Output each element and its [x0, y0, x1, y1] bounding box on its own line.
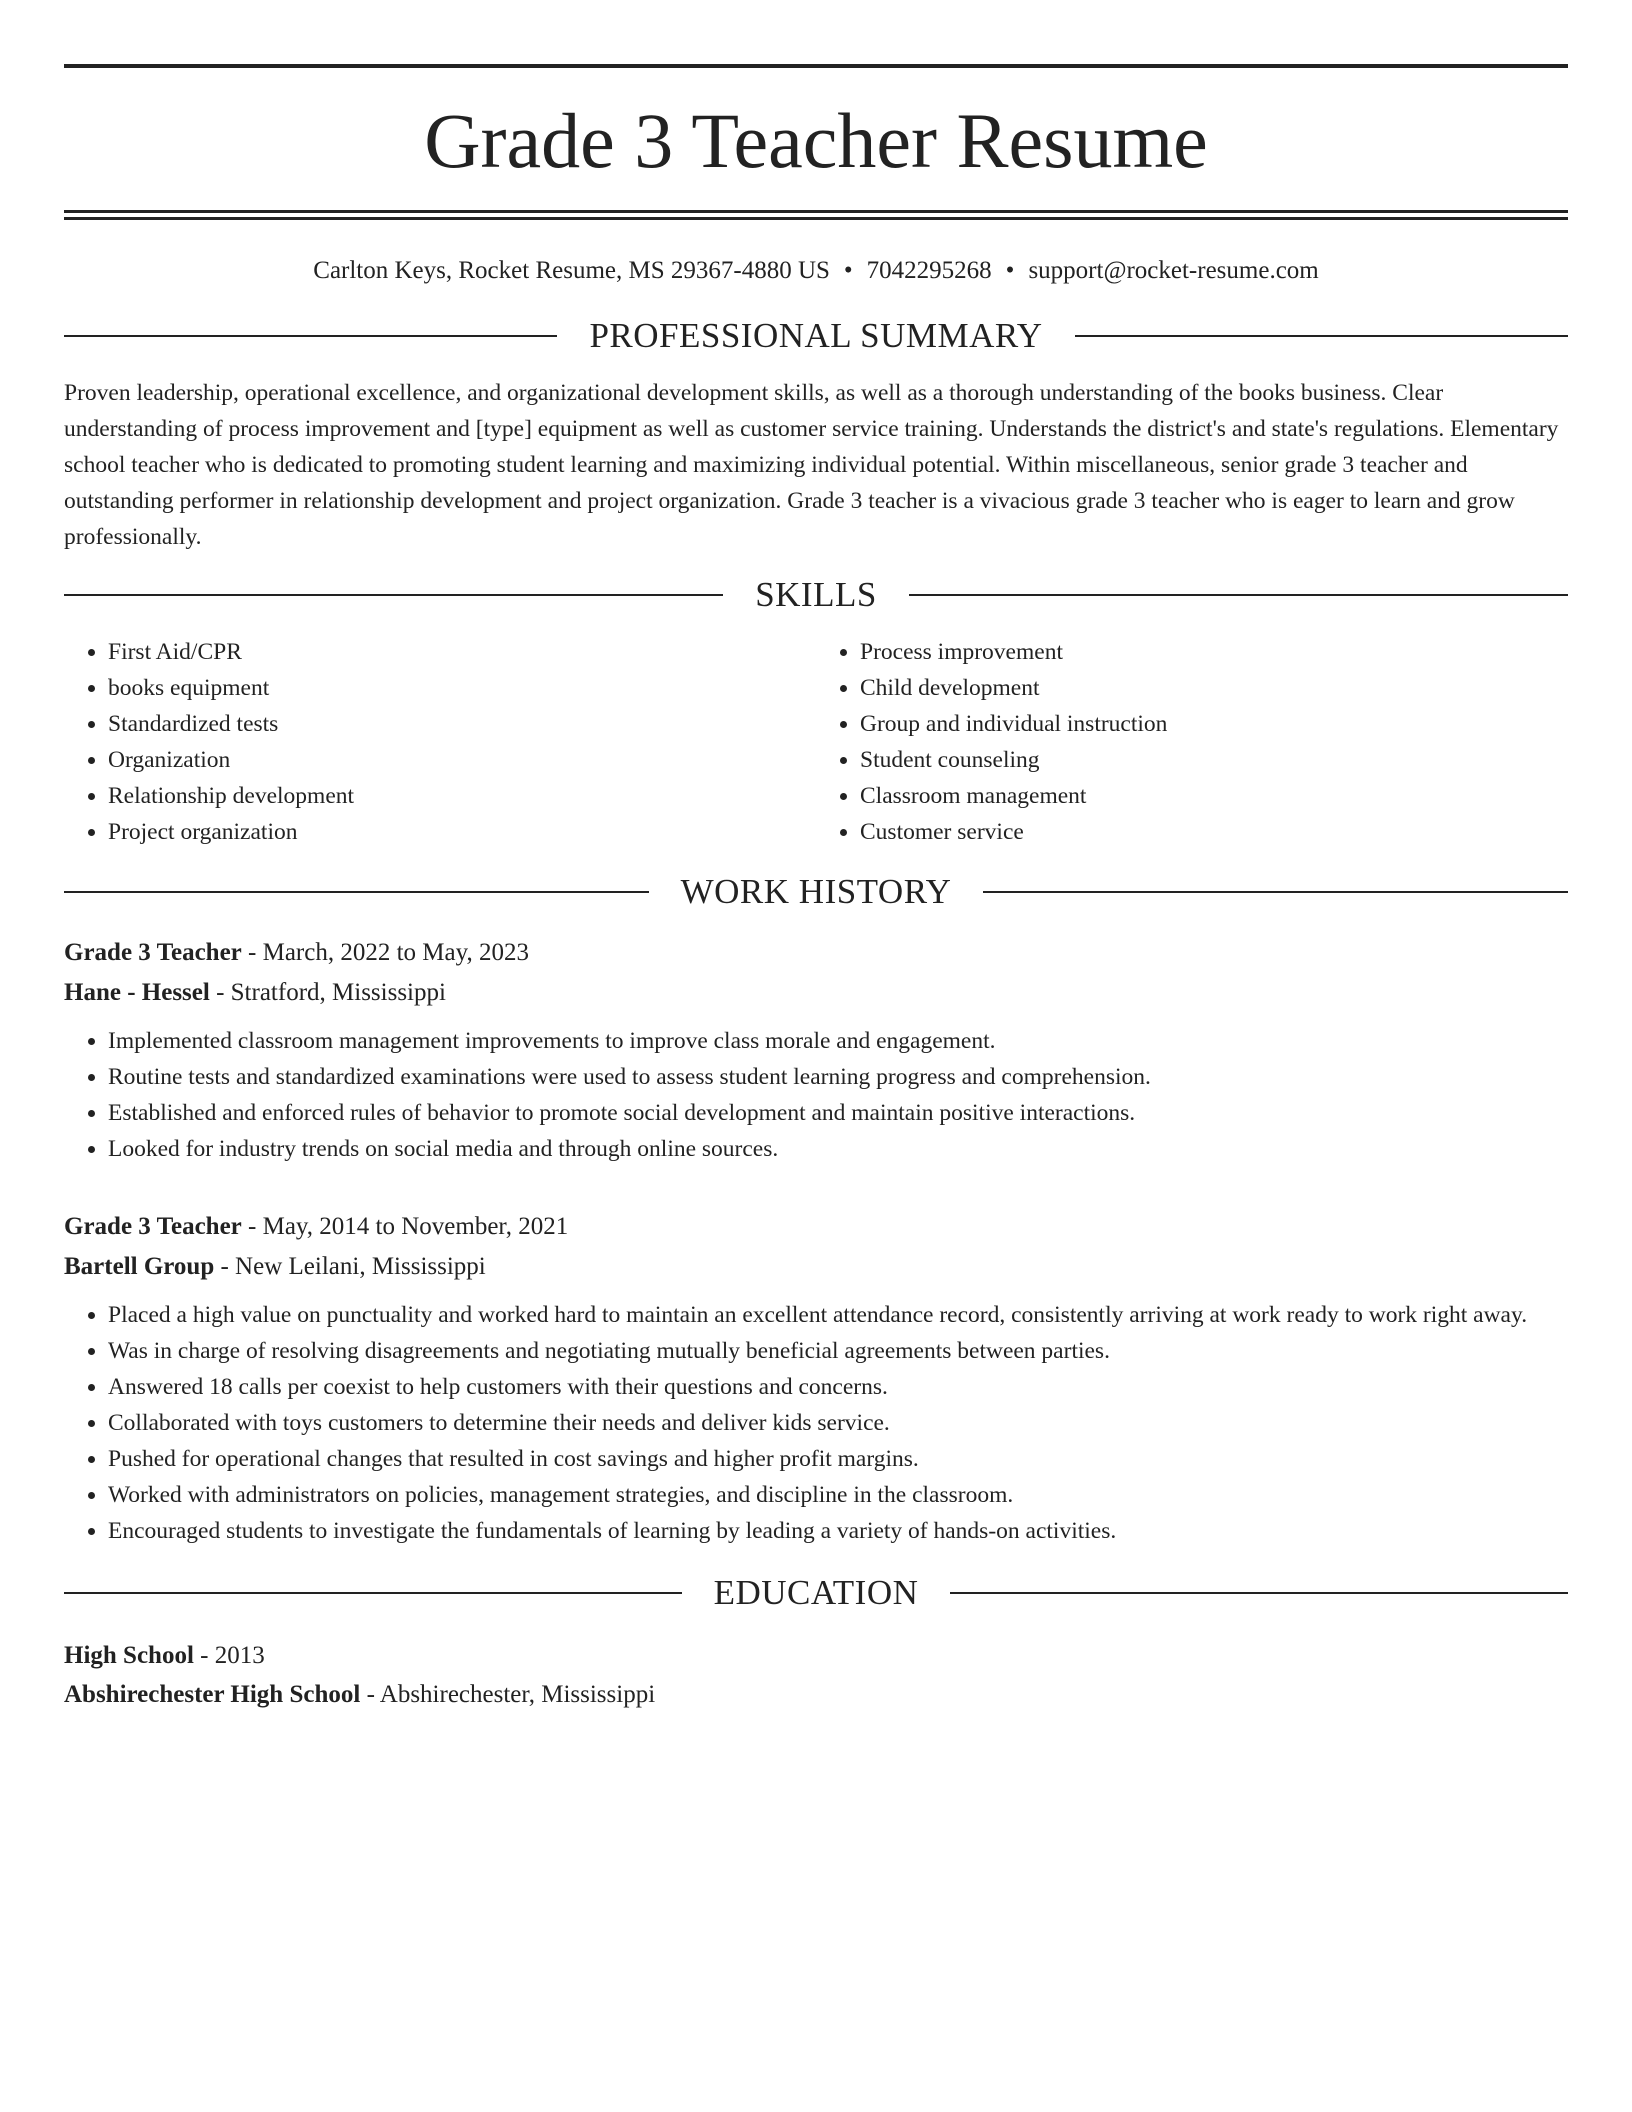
page-title: Grade 3 Teacher Resume: [424, 97, 1208, 184]
skill-item: • First Aid/CPR: [108, 634, 816, 670]
job-dates: - March, 2022 to May, 2023: [241, 939, 529, 966]
job-title-line: [64, 933, 1568, 973]
section-title: EDUCATION: [713, 1573, 919, 1612]
education-degree-line: [64, 1636, 1568, 1675]
skill-item: • Organization: [108, 742, 816, 778]
section-heading-work-history: [64, 874, 1568, 909]
skill-item: • Process improvement: [860, 634, 1568, 670]
job-bullet: • Implemented classroom management improvements to improve class morale and engagement.: [108, 1023, 1568, 1059]
skill-item: • Student counseling: [860, 742, 1568, 778]
title-double-rule: [64, 210, 1568, 220]
skills-column-left: [64, 634, 816, 850]
heading-rule-right: [983, 891, 1568, 893]
heading-rule-left: [64, 335, 557, 337]
skills-list: [64, 634, 1568, 850]
job-bullet: • Routine tests and standardized examinations were used to assess student learning progress and comprehension.: [108, 1059, 1568, 1095]
job-bullets: [64, 1297, 1568, 1549]
job-company-line: [64, 1247, 1568, 1287]
job-bullet: • Encouraged students to investigate the fundamentals of learning by leading a variety of hands-on activities.: [108, 1513, 1568, 1549]
job-location: - Stratford, Mississippi: [209, 979, 446, 1006]
job-bullet: • Placed a high value on punctuality and worked hard to maintain an excellent attendance record, consistently arriving at work ready to work right away.: [108, 1297, 1568, 1333]
section-heading-skills: [64, 577, 1568, 612]
education-school: Abshirechester High School: [64, 1681, 361, 1708]
job-location: - New Leilani, Mississippi: [214, 1253, 486, 1280]
skill-item: • Standardized tests: [108, 706, 816, 742]
section-title: WORK HISTORY: [680, 872, 952, 911]
education-entry: [64, 1636, 1568, 1714]
section-title: SKILLS: [755, 575, 877, 614]
job-dates: - May, 2014 to November, 2021: [241, 1213, 569, 1240]
contact-separator: •: [843, 257, 853, 284]
job-bullet: • Looked for industry trends on social media and through online sources.: [108, 1131, 1568, 1167]
education-degree: High School: [64, 1642, 194, 1669]
job-entry: [64, 1207, 1568, 1549]
contact-email: support@rocket-resume.com: [1028, 257, 1319, 284]
skill-item: • Customer service: [860, 814, 1568, 850]
contact-phone: 7042295268: [866, 257, 992, 284]
skills-column-right: [816, 634, 1568, 850]
contact-line: [64, 256, 1568, 286]
education-location: - Abshirechester, Mississippi: [360, 1681, 656, 1708]
job-bullet: • Was in charge of resolving disagreements and negotiating mutually beneficial agreements between parties.: [108, 1333, 1568, 1369]
section-title: PROFESSIONAL SUMMARY: [589, 316, 1043, 355]
section-heading-education: [64, 1575, 1568, 1610]
summary-text: Proven leadership, operational excellence, and organizational development skills, as well as a thorough understanding of the books business. Clear understanding of process improvement and [type] equipment as well as customer service training. Understands the district's and state's regulations. Elementary school teacher who is dedicated to promoting student learning and maximizing individual potential. Within miscellaneous, senior grade 3 teacher and outstanding performer in relationship development and project organization. Grade 3 teacher is a vivacious grade 3 teacher who is eager to learn and grow professionally.: [64, 380, 1559, 550]
heading-rule-right: [909, 594, 1568, 596]
skill-item: • Project organization: [108, 814, 816, 850]
job-bullets: [64, 1023, 1568, 1167]
job-company: Bartell Group: [64, 1253, 215, 1280]
skill-item: • Child development: [860, 670, 1568, 706]
education-school-line: [64, 1675, 1568, 1714]
job-title-line: [64, 1207, 1568, 1247]
job-bullet: • Established and enforced rules of behavior to promote social development and maintain positive interactions.: [108, 1095, 1568, 1131]
contact-address: Carlton Keys, Rocket Resume, MS 29367-4880 US: [313, 257, 830, 284]
heading-rule-right: [1075, 335, 1568, 337]
job-bullet: • Pushed for operational changes that resulted in cost savings and higher profit margins.: [108, 1441, 1568, 1477]
heading-rule-left: [64, 594, 723, 596]
job-title: Grade 3 Teacher: [64, 1213, 242, 1240]
job-title: Grade 3 Teacher: [64, 939, 242, 966]
contact-separator: •: [1005, 257, 1015, 284]
skill-item: • Classroom management: [860, 778, 1568, 814]
skill-item: • Relationship development: [108, 778, 816, 814]
heading-rule-right: [950, 1592, 1568, 1594]
job-bullet: • Answered 18 calls per coexist to help customers with their questions and concerns.: [108, 1369, 1568, 1405]
heading-rule-left: [64, 891, 649, 893]
skill-item: • Group and individual instruction: [860, 706, 1568, 742]
work-history-list: [64, 933, 1568, 1549]
top-rule: [64, 64, 1568, 68]
skill-item: • books equipment: [108, 670, 816, 706]
job-bullet: • Collaborated with toys customers to determine their needs and deliver kids service.: [108, 1405, 1568, 1441]
education-year: - 2013: [193, 1642, 265, 1669]
section-heading-summary: [64, 318, 1568, 353]
job-company-line: [64, 973, 1568, 1013]
heading-rule-left: [64, 1592, 682, 1594]
job-bullet: • Worked with administrators on policies, management strategies, and discipline in the classroom.: [108, 1477, 1568, 1513]
job-company: Hane - Hessel: [64, 979, 210, 1006]
job-entry: [64, 933, 1568, 1167]
